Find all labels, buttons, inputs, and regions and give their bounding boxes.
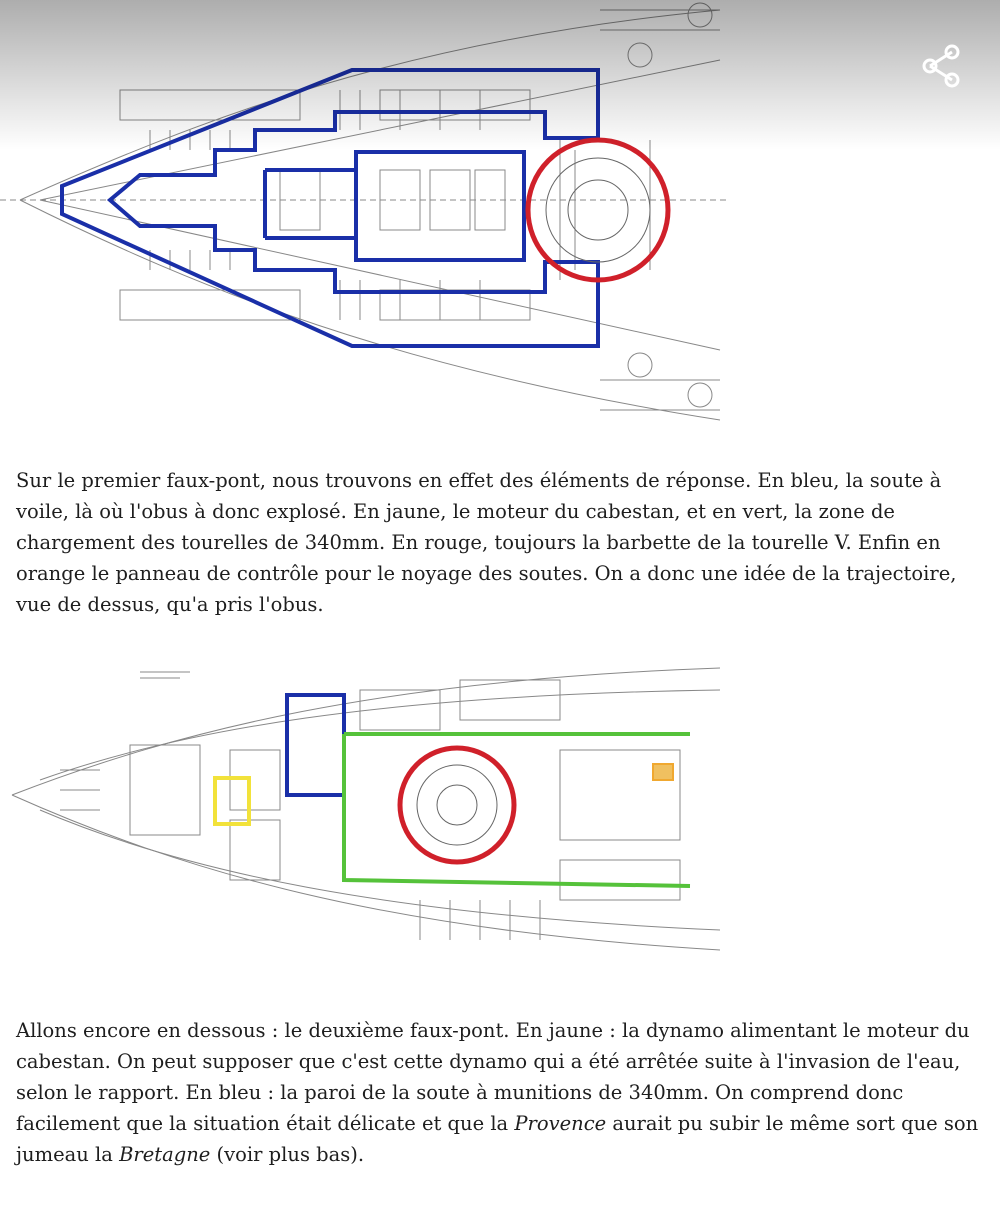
highlight-yellow-dynamo	[215, 778, 249, 824]
highlight-blue-inner-room	[356, 152, 524, 260]
highlight-green-loading-zone	[344, 734, 690, 886]
caption-first-faux-pont: Sur le premier faux-pont, nous trouvons en effet des éléments de réponse. En bleu, la soute à voile, là où l'obus à donc explosé. En jaune, le moteur du cabestan, et en vert, la zone de chargement des tourelles de 340mm. En rouge, toujours la barbette de la tourelle V. Enfin en orange le panneau de contrôle pour le noyage des soutes. On a donc une idée de la trajectoire, vue de dessus, qu'a pris l'obus.	[16, 469, 957, 616]
highlight-orange-control-panel	[653, 764, 673, 780]
share-button[interactable]	[914, 38, 970, 94]
highlight-blue-ammunition-magazine-wall	[287, 695, 344, 795]
deck-plan-first-faux-pont	[0, 0, 730, 440]
ship-name-bretagne: Bretagne	[119, 1143, 211, 1166]
share-icon	[914, 38, 970, 94]
ship-name-provence: Provence	[514, 1112, 607, 1135]
caption-2-part-2: aurait pu subir le même sort que son jumeau la	[16, 1112, 979, 1166]
caption-2-part-1: Allons encore en dessous : le deuxième faux-pont. En jaune : la dynamo alimentant le moteur du cabestan. On peut supposer que c'est cette dynamo qui a été arrêtée suite à l'invasion de l'eau, selon le rapport. En bleu : la paroi de la soute à munitions de 340mm. On comprend donc facilement que la situation était délicate et que la	[16, 1019, 970, 1135]
caption-second-faux-pont	[16, 1015, 982, 1170]
highlight-red-barbette	[528, 140, 668, 280]
highlight-blue-sail-locker	[62, 70, 598, 346]
deck-plan-second-faux-pont	[0, 650, 730, 990]
plan-2-linework	[12, 668, 720, 950]
plan-1-linework	[0, 3, 730, 420]
highlight-blue-connector	[265, 170, 356, 238]
caption-2-part-3: (voir plus bas).	[210, 1143, 365, 1166]
